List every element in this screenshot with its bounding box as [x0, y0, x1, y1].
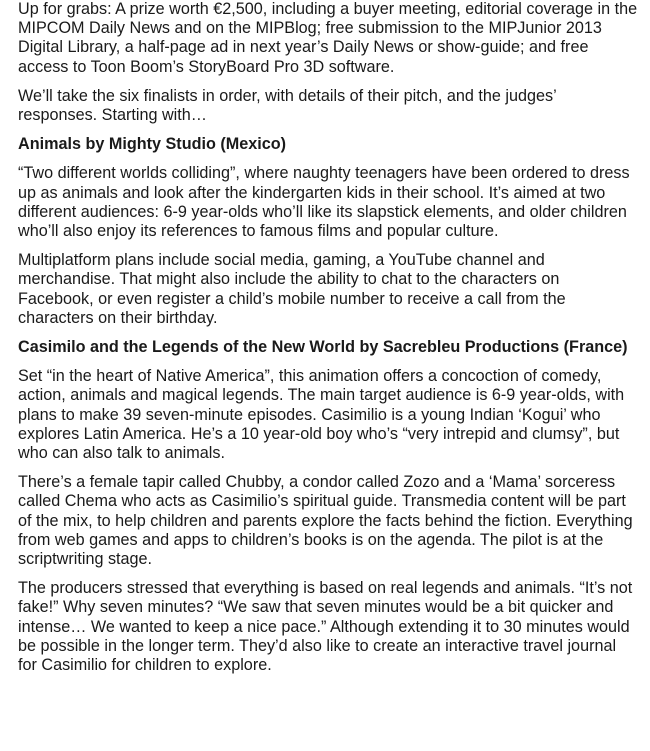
- casimilo-paragraph-3: The producers stressed that everything is based on real legends and animals. “It’s not fake!” Why seven minutes? “We saw that seven minutes would be a bit quicker and intense… We wanted to keep a nice pace.” Although extending it to 30 minutes would be possible in the longer term. They’d also like to create an interactive travel journal for Casimilio for children to explore.: [18, 579, 633, 675]
- article-body: [18, 0, 638, 685]
- intro-finalists-paragraph: We’ll take the six finalists in order, with details of their pitch, and the judges’ responses. Starting with…: [18, 86, 557, 125]
- section-heading-casimilo: Casimilo and the Legends of the New World by Sacrebleu Productions (France): [18, 338, 628, 357]
- animals-paragraph-1: “Two different worlds colliding”, where naughty teenagers have been ordered to dress up as animals and look after the kindergarten kids in their school. It’s aimed at two different audiences: 6-9 year-olds who’ll like its slapstick elements, and older children who’ll also enjoy its references to famous films and popular culture.: [18, 164, 630, 241]
- intro-prize-paragraph: Up for grabs: A prize worth €2,500, including a buyer meeting, editorial coverage in the MIPCOM Daily News and on the MIPBlog; free submission to the MIPJunior 2013 Digital Library, a half-page ad in next year’s Daily News or show-guide; and free access to Toon Boom’s StoryBoard Pro 3D software.: [18, 0, 638, 76]
- casimilo-paragraph-2: There’s a female tapir called Chubby, a condor called Zozo and a ‘Mama’ sorceress called Chema who acts as Casimilio’s spiritual guide. Transmedia content will be part of the mix, to help children and parents explore the facts behind the fiction. Everything from web games and apps to children’s books is on the agenda. The pilot is at the scriptwriting stage.: [18, 473, 633, 569]
- animals-paragraph-2: Multiplatform plans include social media, gaming, a YouTube channel and merchandise. That might also include the ability to chat to the characters on Facebook, or even register a child’s mobile number to receive a call from the characters on their birthday.: [18, 251, 566, 327]
- casimilo-paragraph-1: Set “in the heart of Native America”, this animation offers a concoction of comedy, action, animals and magical legends. The main target audience is 6-9 year-olds, with plans to make 39 seven-minute episodes. Casimilio is a young Indian ‘Kogui’ who explores Latin America. He’s a 10 year-old boy who’s “very intrepid and clumsy”, but who can also talk to animals.: [18, 367, 625, 463]
- section-heading-animals: Animals by Mighty Studio (Mexico): [18, 135, 287, 154]
